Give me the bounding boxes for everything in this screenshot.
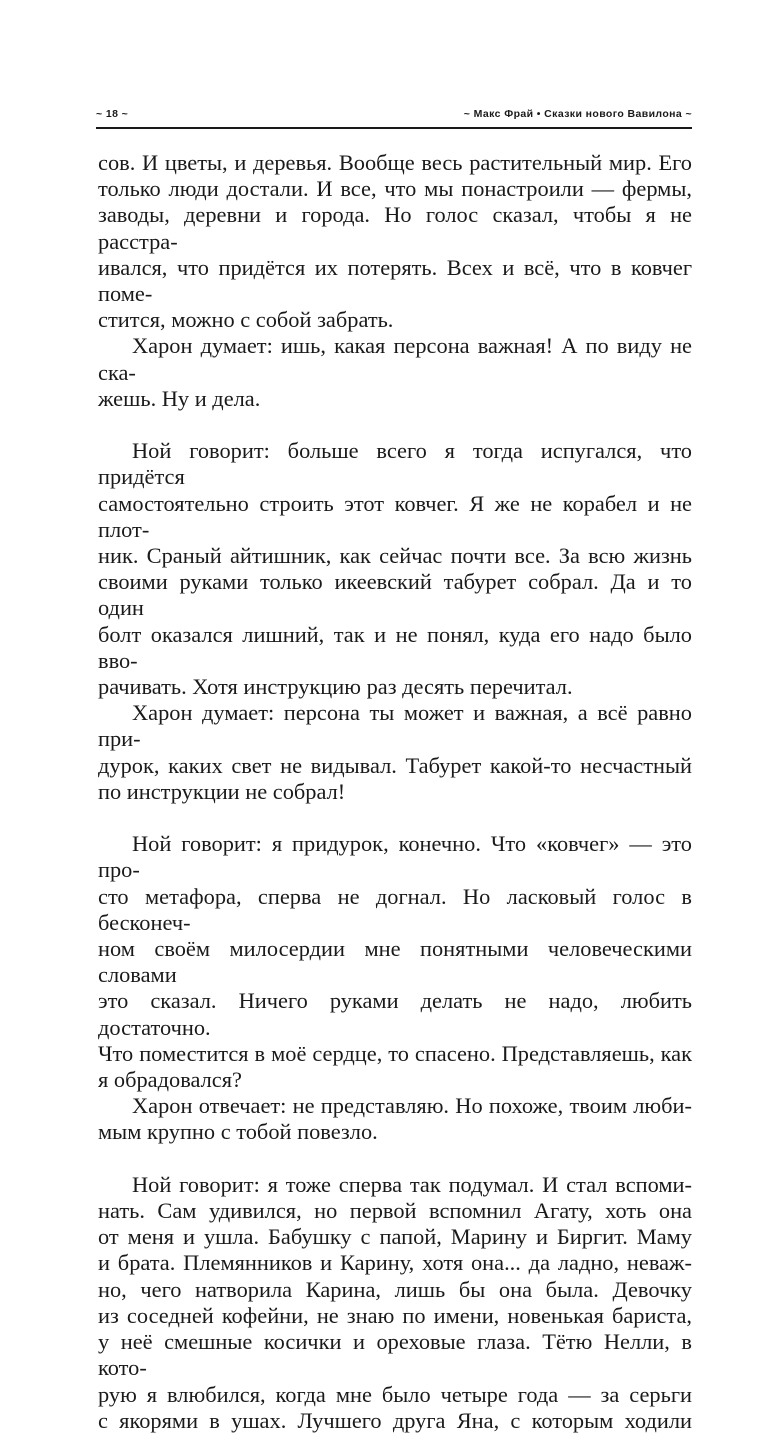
body-text <box>98 150 692 1434</box>
text-line: я обрадовался? <box>98 1067 242 1093</box>
text-line: сто метафора, сперва не догнал. Но ласковый голос в бесконеч- <box>98 883 692 935</box>
paragraph-gap <box>98 1146 692 1172</box>
text-line: жешь. Ну и дела. <box>98 385 261 411</box>
text-line: по инструкции не собрал! <box>98 778 346 804</box>
text-line: Ной говорит: я придурок, конечно. Что «ковчег» — это про- <box>98 831 692 883</box>
text-line: Харон думает: ишь, какая персона важная! А по виду не ска- <box>98 333 692 385</box>
text-line: Харон думает: персона ты может и важная, а всё равно при- <box>98 700 692 752</box>
text-line: Харон отвечает: не представляю. Но похоже, твоим люби- <box>132 1093 692 1119</box>
running-header <box>96 104 692 126</box>
paragraph-gap <box>98 805 692 831</box>
paragraph <box>98 1172 692 1434</box>
text-line: Что поместится в моё сердце, то спасено. Представляешь, как <box>98 1040 692 1066</box>
text-line: Ной говорит: я тоже сперва так подумал. И стал вспоми- <box>132 1171 692 1197</box>
text-line: и брата. Племянников и Карину, хотя она... да ладно, неваж- <box>98 1250 692 1276</box>
text-line: ивался, что придётся их потерять. Всех и всё, что в ковчег поме- <box>98 254 692 307</box>
text-line: мым крупно с тобой повезло. <box>98 1119 378 1145</box>
paragraph <box>98 700 692 805</box>
text-line: самостоятельно строить этот ковчег. Я же не корабел и не плот- <box>98 490 692 542</box>
text-line: у неё смешные косички и ореховые глаза. Тётю Нелли, в кото- <box>98 1329 692 1381</box>
text-line: дурок, каких свет не видывал. Табурет какой-то несчастный <box>98 752 692 778</box>
header-rule <box>96 127 692 129</box>
text-line: рачивать. Хотя инструкцию раз десять перечитал. <box>98 674 573 700</box>
text-line: заводы, деревни и города. Но голос сказал, чтобы я не расстра- <box>98 202 692 254</box>
text-line: своими руками только икеевский табурет собрал. Да и то один <box>98 569 692 621</box>
paragraph <box>98 1093 692 1145</box>
text-line: это сказал. Ничего руками делать не надо, любить достаточно. <box>98 988 692 1040</box>
text-line: но, чего натворила Карина, лишь бы она была. Девочку <box>98 1276 692 1302</box>
page-number: ~ 18 ~ <box>96 108 129 120</box>
text-line: ник. Сраный айтишник, как сейчас почти все. За всю жизнь <box>98 543 692 569</box>
text-line: болт оказался лишний, так и не понял, куда его надо было вво- <box>98 621 692 673</box>
paragraph-gap <box>98 412 692 438</box>
text-line: с якорями в ушах. Лучшего друга Яна, с которым ходили <box>98 1407 692 1433</box>
text-line: из соседней кофейни, не знаю по имени, новенькая бариста, <box>98 1302 692 1328</box>
text-line: от меня и ушла. Бабушку с папой, Марину и Биргит. Маму <box>98 1224 692 1250</box>
text-line: стится, можно с собой забрать. <box>98 307 394 333</box>
running-title: ~ Макс Фрай • Сказки нового Вавилона ~ <box>463 108 692 120</box>
paragraph <box>98 438 692 700</box>
text-line: рую я влюбился, когда мне было четыре года — за серьги <box>98 1381 692 1407</box>
paragraph <box>98 150 692 333</box>
text-line: только люди достали. И все, что мы понастроили — фермы, <box>98 176 692 202</box>
paragraph <box>98 831 692 1093</box>
paragraph <box>98 333 692 412</box>
text-line: сов. И цветы, и деревья. Вообще весь растительный мир. Его <box>98 150 692 175</box>
text-line: ном своём милосердии мне понятными человеческими словами <box>98 936 692 988</box>
text-line: нать. Сам удивился, но первой вспомнил Агату, хоть она <box>98 1198 692 1224</box>
text-line: Ной говорит: больше всего я тогда испугался, что придётся <box>98 438 692 490</box>
